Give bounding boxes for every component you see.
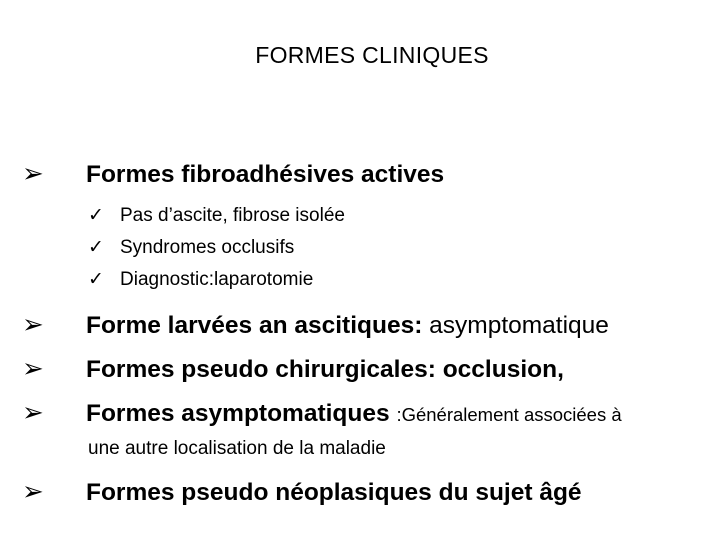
slide-title: FORMES CLINIQUES <box>255 42 489 68</box>
sub-item-text: Pas d’ascite, fibrose isolée <box>120 205 345 226</box>
bullet-text: Formes pseudo chirurgicales: occlusion, <box>86 356 564 383</box>
checkmark-icon: ✓ <box>88 269 104 290</box>
sub-item-diagnostic <box>88 268 313 291</box>
sub-item-text: Diagnostic:laparotomie <box>120 269 314 290</box>
checkmark-icon: ✓ <box>88 237 104 258</box>
sub-item-text: Syndromes occlusifs <box>120 237 295 258</box>
checkmark-icon: ✓ <box>88 205 104 226</box>
arrow-bullet-icon: ➢ <box>22 309 44 339</box>
bullet-text-bold: Forme larvées an ascitiques: <box>86 312 430 339</box>
arrow-bullet-icon: ➢ <box>22 158 44 188</box>
bullet-continuation: une autre localisation de la maladie <box>88 438 386 459</box>
sub-item-ascite <box>88 204 345 227</box>
bullet-text-normal: asymptomatique <box>429 312 609 339</box>
bullet-text: Formes pseudo néoplasiques du sujet âgé <box>86 479 582 506</box>
bullet-item-asymptomatiques <box>20 397 622 428</box>
bullet-item-fibroadhesives <box>20 158 444 189</box>
arrow-bullet-icon: ➢ <box>22 397 44 427</box>
bullet-item-pseudo-chirurgicales <box>20 353 564 384</box>
bullet-text-small: :Généralement associées à <box>396 404 622 425</box>
bullet-text: Formes fibroadhésives actives <box>86 161 445 188</box>
bullet-text-bold: Formes asymptomatiques <box>86 400 397 427</box>
bullet-item-pseudo-neoplasiques <box>20 476 582 507</box>
sub-item-syndromes <box>88 236 294 259</box>
bullet-item-larvees <box>20 309 609 340</box>
arrow-bullet-icon: ➢ <box>22 353 44 383</box>
arrow-bullet-icon: ➢ <box>22 476 44 506</box>
